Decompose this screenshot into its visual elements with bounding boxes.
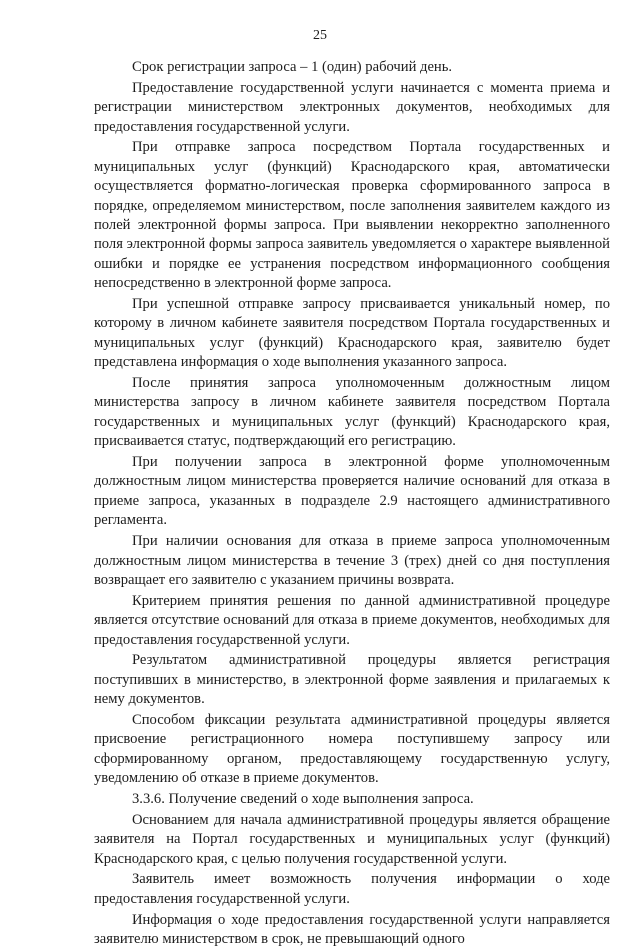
document-body bbox=[94, 58, 610, 951]
paragraph-grounds-check: При получении запроса в электронной форме уполномоченным должностным лицом министерства проверяется наличие оснований для отказа в приеме запроса, указанных в подразделе 2.9 настоящего административного регламента. bbox=[94, 454, 610, 529]
paragraph-procedure-basis: Основанием для начала административной процедуры является обращение заявителя на Портал государственных и муниципальных услуг (функций) Краснодарского края, с целью получения государственной услуги. bbox=[94, 811, 610, 867]
paragraph-result-fixation: Способом фиксации результата административной процедуры является присвоение регистрационного номера поступившему запросу или сформированному органом, предоставляющему государственную услугу, уведомлению об отказе в приеме документов. bbox=[94, 711, 610, 787]
paragraph-status-assigned: После принятия запроса уполномоченным должностным лицом министерства запросу в личном кабинете заявителя посредством Портала государственных и муниципальных услуг (функций) Краснодарского края, присваивается статус, подтверждающий его регистрацию. bbox=[94, 375, 610, 450]
paragraph-service-start: Предоставление государственной услуги начинается с момента приема и регистрации министерством электронных документов, необходимых для предоставления государственной услуги. bbox=[94, 79, 610, 135]
paragraph-applicant-info: Заявитель имеет возможность получения информации о ходе предоставления государственной услуги. bbox=[94, 871, 610, 907]
paragraph-portal-check: При отправке запроса посредством Портала государственных и муниципальных услуг (функций) Краснодарского края, автоматически осуществляется форматно-логическая проверка сформированного запроса в порядке, определяемом министерством, после заполнения заявителем каждого из полей электронной формы запроса. При выявлении некорректно заполненного поля электронной формы запроса заявитель уведомляется о характере выявленной ошибки и порядке ее устранения посредством информационного сообщения непосредственно в электронной форме запроса. bbox=[94, 139, 610, 292]
section-heading-3-3-6: 3.3.6. Получение сведений о ходе выполнения запроса. bbox=[132, 790, 474, 807]
paragraph-registration-term: Срок регистрации запроса – 1 (один) рабочий день. bbox=[132, 59, 453, 75]
paragraph-info-sent: Информация о ходе предоставления государственной услуги направляется заявителю министерством в срок, не превышающий одного bbox=[94, 911, 610, 947]
paragraph-refusal-return: При наличии основания для отказа в приеме запроса уполномоченным должностным лицом министерства в течение 3 (трех) дней со дня поступления возвращает его заявителю с указанием причины возврата. bbox=[94, 533, 610, 588]
page-number: 25 bbox=[313, 28, 327, 43]
paragraph-unique-number: При успешной отправке запросу присваивается уникальный номер, по которому в личном кабинете заявителя посредством Портала государственных и муниципальных услуг (функций) Краснодарского края, заявителю будет представлена информация о ходе выполнения указанного запроса. bbox=[94, 296, 610, 371]
paragraph-procedure-result: Результатом административной процедуры является регистрация поступивших в министерство, в электронной форме заявления и прилагаемых к нему документов. bbox=[94, 652, 610, 708]
paragraph-decision-criterion: Критерием принятия решения по данной административной процедуре является отсутствие оснований для отказа в приеме документов, необходимых для предоставления государственной услуги. bbox=[94, 592, 610, 648]
